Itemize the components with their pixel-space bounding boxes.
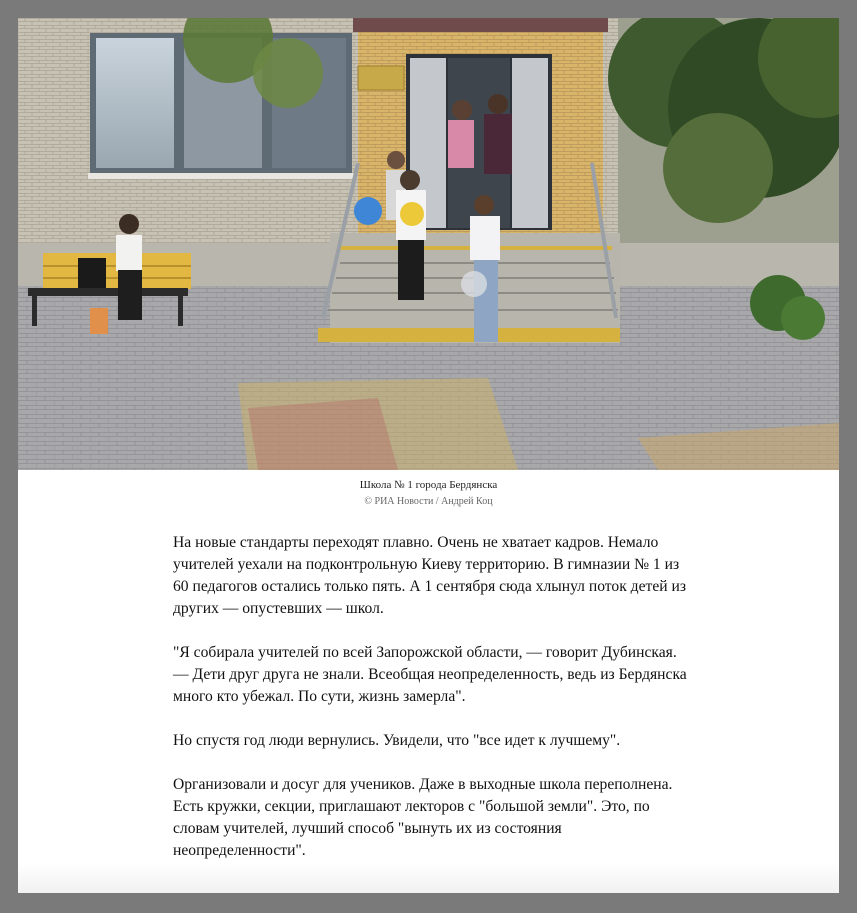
article-page bbox=[18, 18, 839, 893]
article-paragraph: Организовали и досуг для учеников. Даже в выходные школа переполнена. Есть кружки, секции, приглашают лекторов с "большой земли". Это, по словам учителей, лучший способ "вынуть их из состояния неопределенности". bbox=[173, 776, 673, 859]
article-paragraph: На новые стандарты переходят плавно. Очень не хватает кадров. Немало учителей уехали на подконтрольную Киеву территорию. В гимназии № 1 из 60 педагогов остались только пять. А 1 сентября сюда хлынул поток детей из других — опустевших — школ. bbox=[173, 534, 687, 617]
photo-caption: Школа № 1 города Бердянска bbox=[359, 479, 498, 491]
article-paragraph: Но спустя год люди вернулись. Увидели, что "все идет к лучшему". bbox=[173, 732, 621, 749]
school-photo bbox=[18, 18, 839, 470]
article-paragraph: "Я собирала учителей по всей Запорожской области, — говорит Дубинская. — Дети друг друга не знали. Всеобщая неопределенность, ведь из Бердянска много кто убежал. По сути, жизнь замерла". bbox=[173, 644, 687, 705]
photo-credit: © РИА Новости / Андрей Коц bbox=[364, 496, 493, 507]
page-bottom-fade bbox=[18, 863, 839, 893]
article-body bbox=[173, 532, 693, 884]
